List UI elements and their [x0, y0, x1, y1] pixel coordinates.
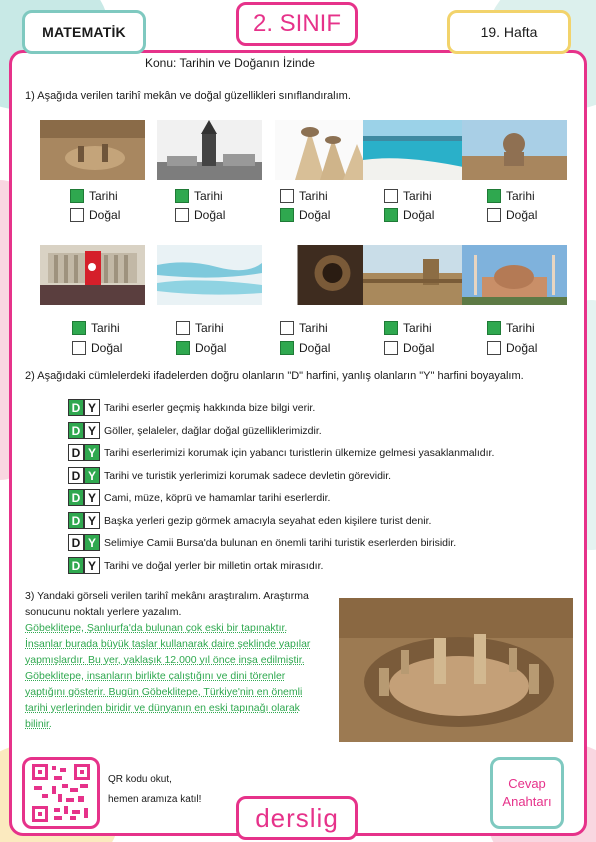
true-false-row — [68, 556, 323, 575]
answer-line: Göbeklitepe, Şanlıurfa'da bulunan çok eski bir tapınaktır. — [25, 622, 288, 634]
option-label: Doğal — [299, 341, 331, 355]
statement-text: Selimiye Camii Bursa'da bulunan en önemli tarihi turistik eserlerden birisidir. — [104, 536, 457, 549]
statement-text: Cami, müze, köprü ve hamamlar tarihi eserlerdir. — [104, 491, 331, 504]
d-box[interactable]: D — [68, 489, 84, 506]
option-label: Tarihi — [299, 321, 328, 335]
option-dogal-5[interactable] — [487, 207, 537, 223]
answer-key-label: Anahtarı — [502, 794, 552, 809]
checkbox-tarihi-9[interactable] — [384, 321, 398, 335]
photo-hagia-sophia — [462, 245, 567, 305]
option-dogal-8[interactable] — [280, 340, 330, 356]
option-tarihi-2[interactable] — [175, 188, 223, 204]
photo-gobeklitepe — [40, 120, 145, 180]
subject-label: MATEMATİK — [22, 10, 146, 54]
checkbox-tarihi-5[interactable] — [487, 189, 501, 203]
answer-line: tarihi yerlerinden biridir ve dünyanın en eski tapınağı olarak — [25, 702, 300, 714]
photo-nemrut-mountain — [462, 120, 567, 180]
option-label: Doğal — [89, 208, 121, 222]
option-label: Doğal — [506, 341, 538, 355]
option-label: Doğal — [195, 341, 227, 355]
y-box[interactable]: Y — [84, 467, 100, 484]
option-label: Tarihi — [195, 321, 224, 335]
photo-pamukkale — [157, 245, 262, 305]
option-dogal-1[interactable] — [70, 207, 120, 223]
option-dogal-10[interactable] — [487, 340, 537, 356]
checkbox-dogal-8[interactable] — [280, 341, 294, 355]
photo-anitkabir — [40, 245, 145, 305]
y-box[interactable]: Y — [84, 444, 100, 461]
checkbox-dogal-10[interactable] — [487, 341, 501, 355]
option-label: Tarihi — [89, 189, 118, 203]
statement-text: Tarihi eserlerimizi korumak için yabancı turistlerin ülkemize gelmesi yasaklanmalıdır. — [104, 446, 495, 459]
option-label: Tarihi — [403, 321, 432, 335]
option-dogal-7[interactable] — [176, 340, 226, 356]
answer-key-label: Cevap — [508, 776, 546, 791]
option-tarihi-9[interactable] — [384, 320, 432, 336]
answer-key-button[interactable] — [490, 757, 564, 829]
option-label: Tarihi — [194, 189, 223, 203]
answer-line: yapmışlardır. Bu yer, yaklaşık 12.000 yıl önce inşa edilmiştir. — [25, 654, 305, 666]
true-false-row — [68, 398, 315, 417]
option-label: Tarihi — [506, 189, 535, 203]
checkbox-tarihi-4[interactable] — [384, 189, 398, 203]
qr-code[interactable] — [22, 757, 100, 829]
true-false-row — [68, 466, 391, 485]
statement-text: Tarihi eserler geçmiş hakkında bize bilgi verir. — [104, 401, 316, 414]
y-box[interactable]: Y — [84, 399, 100, 416]
photo-salda-lake — [363, 120, 468, 180]
answer-line: Göbeklitepe, insanların birlikte çalıştığını ve dini törenler — [25, 670, 286, 682]
d-box[interactable]: D — [68, 534, 84, 551]
true-false-row — [68, 421, 322, 440]
statement-text: Tarihi ve doğal yerler bir milletin ortak mirasıdır. — [104, 559, 324, 572]
statement-text: Göller, şelaleler, dağlar doğal güzelliklerimizdir. — [104, 424, 322, 437]
answer-line: İnsanlar burada büyük taşlar kullanarak daire şeklinde yapılar — [25, 638, 311, 650]
option-label: Doğal — [91, 341, 123, 355]
option-tarihi-10[interactable] — [487, 320, 535, 336]
option-label: Doğal — [299, 208, 331, 222]
statement-text: Tarihi ve turistik yerlerimizi korumak sadece devletin görevidir. — [104, 469, 392, 482]
checkbox-tarihi-2[interactable] — [175, 189, 189, 203]
y-box[interactable]: Y — [84, 534, 100, 551]
option-tarihi-1[interactable] — [70, 188, 118, 204]
checkbox-tarihi-1[interactable] — [70, 189, 84, 203]
option-dogal-2[interactable] — [175, 207, 225, 223]
d-box[interactable]: D — [68, 467, 84, 484]
option-label: Tarihi — [506, 321, 535, 335]
answer-line: yaptığını gösterir. Bugün Göbeklitepe, Türkiye'nin en önemli — [25, 686, 303, 698]
option-tarihi-5[interactable] — [487, 188, 535, 204]
option-label: Tarihi — [299, 189, 328, 203]
statement-text: Başka yerleri gezip görmek amacıyla seyahat eden kişilere turist denir. — [104, 514, 432, 527]
question-2-title: 2) Aşağıdaki cümlelerdeki ifadelerden doğru olanların "D" harfini, yanlış olanların "Y" harfini boyayalım. — [25, 370, 524, 382]
d-box[interactable]: D — [68, 512, 84, 529]
photo-castle-walls — [363, 245, 468, 305]
checkbox-dogal-5[interactable] — [487, 208, 501, 222]
y-box[interactable]: Y — [84, 557, 100, 574]
option-label: Doğal — [194, 208, 226, 222]
checkbox-tarihi-6[interactable] — [72, 321, 86, 335]
question-3 — [25, 588, 337, 732]
y-box[interactable]: Y — [84, 489, 100, 506]
d-box[interactable]: D — [68, 444, 84, 461]
checkbox-dogal-1[interactable] — [70, 208, 84, 222]
option-label: Doğal — [506, 208, 538, 222]
question-3-title-line: sonucunu noktalı yerlere yazalım. — [25, 606, 182, 618]
checkbox-tarihi-3[interactable] — [280, 189, 294, 203]
checkbox-dogal-2[interactable] — [175, 208, 189, 222]
option-label: Doğal — [403, 341, 435, 355]
topic-title: Konu: Tarihin ve Doğanın İzinde — [145, 56, 315, 70]
qr-caption-line: hemen aramıza katıl! — [108, 794, 202, 805]
checkbox-tarihi-8[interactable] — [280, 321, 294, 335]
qr-caption — [108, 770, 201, 810]
option-label: Doğal — [403, 208, 435, 222]
option-dogal-3[interactable] — [280, 207, 330, 223]
option-label: Tarihi — [403, 189, 432, 203]
true-false-row — [68, 533, 456, 552]
option-dogal-9[interactable] — [384, 340, 434, 356]
checkbox-tarihi-7[interactable] — [176, 321, 190, 335]
option-dogal-4[interactable] — [384, 207, 434, 223]
brand-logo: derslig — [236, 796, 358, 840]
d-box[interactable]: D — [68, 422, 84, 439]
option-dogal-6[interactable] — [72, 340, 122, 356]
option-tarihi-7[interactable] — [176, 320, 224, 336]
option-tarihi-4[interactable] — [384, 188, 432, 204]
y-box[interactable]: Y — [84, 422, 100, 439]
true-false-row — [68, 443, 494, 462]
photo-gobeklitepe-large — [339, 598, 573, 742]
option-label: Tarihi — [91, 321, 120, 335]
question-1-title: 1) Aşağıda verilen tarihî mekân ve doğal güzellikleri sınıflandıralım. — [25, 90, 351, 102]
checkbox-dogal-6[interactable] — [72, 341, 86, 355]
qr-code-icon — [30, 762, 92, 824]
option-tarihi-6[interactable] — [72, 320, 120, 336]
photo-galata-tower — [157, 120, 262, 180]
checkbox-tarihi-10[interactable] — [487, 321, 501, 335]
answer-line: bilinir. — [25, 718, 52, 730]
grade-label: 2. SINIF — [236, 2, 358, 46]
option-tarihi-3[interactable] — [280, 188, 328, 204]
checkbox-dogal-3[interactable] — [280, 208, 294, 222]
d-box[interactable]: D — [68, 399, 84, 416]
true-false-row — [68, 488, 330, 507]
d-box[interactable]: D — [68, 557, 84, 574]
week-label: 19. Hafta — [447, 10, 571, 54]
y-box[interactable]: Y — [84, 512, 100, 529]
question-3-title-line: 3) Yandaki görseli verilen tarihî mekânı araştıralım. Araştırma — [25, 590, 309, 602]
option-tarihi-8[interactable] — [280, 320, 328, 336]
checkbox-dogal-7[interactable] — [176, 341, 190, 355]
true-false-row — [68, 511, 431, 530]
checkbox-dogal-9[interactable] — [384, 341, 398, 355]
qr-caption-line: QR kodu okut, — [108, 774, 172, 785]
checkbox-dogal-4[interactable] — [384, 208, 398, 222]
